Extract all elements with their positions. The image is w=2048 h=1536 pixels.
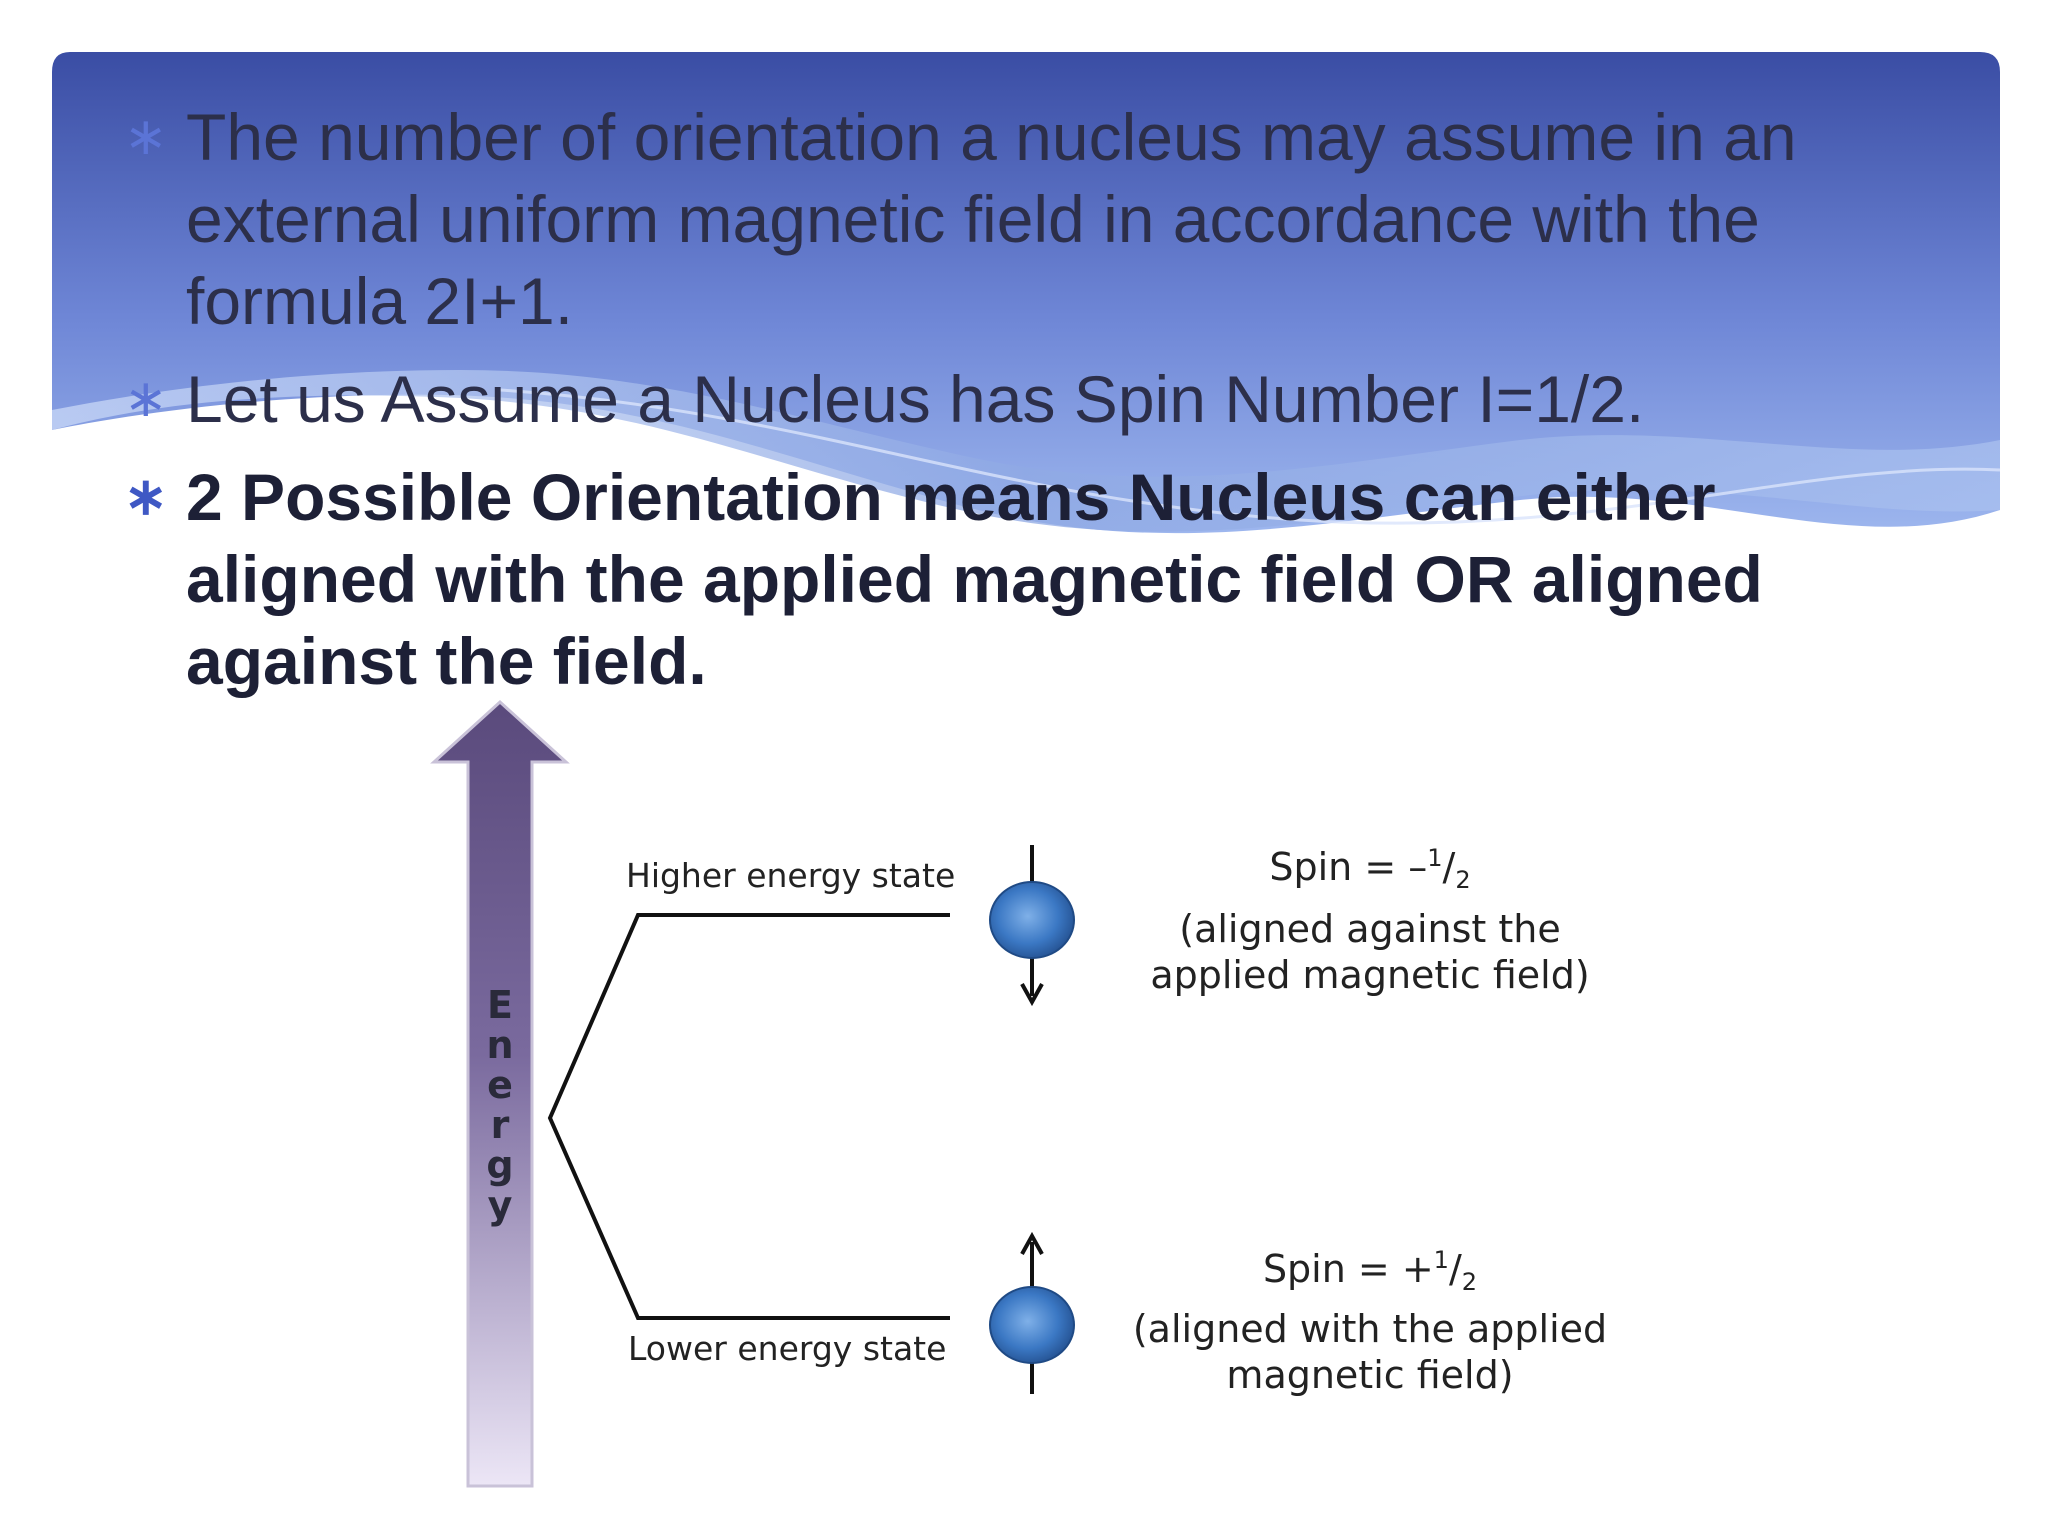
bullet-star-icon: ∗	[124, 468, 168, 526]
lower-state-description	[1133, 1246, 1607, 1397]
energy-letter: n	[486, 1023, 514, 1067]
lower-spin-value: Spin = $+^1/_2$	[1262, 1246, 1478, 1296]
energy-letter: y	[487, 1183, 513, 1227]
bullet-star-icon: ∗	[124, 370, 168, 428]
higher-spin-value: Spin = $-^1/_2$	[1269, 844, 1471, 894]
higher-state-desc-line1: (aligned against the	[1179, 907, 1561, 951]
higher-state-description	[1150, 844, 1589, 997]
energy-letter: g	[486, 1143, 514, 1187]
nucleus-spin-up	[990, 1236, 1074, 1394]
lower-state-desc-line2: magnetic field)	[1226, 1353, 1514, 1397]
energy-letter: E	[487, 983, 513, 1027]
lower-energy-label: Lower energy state	[628, 1329, 947, 1368]
energy-letter: e	[487, 1063, 513, 1107]
bullet-star-icon: ∗	[124, 108, 168, 166]
energy-letter: r	[490, 1103, 510, 1147]
energy-axis-label	[486, 983, 513, 1227]
bullet-text: 2 Possible Orientation means Nucleus can either aligned with the applied magnetic field OR aligned against the field.	[186, 460, 1763, 698]
lower-state-desc-line1: (aligned with the applied	[1132, 1307, 1608, 1351]
bullet-text: Let us Assume a Nucleus has Spin Number I=1/2.	[186, 362, 1645, 436]
energy-split-lines	[550, 915, 950, 1318]
bullet-text: The number of orientation a nucleus may assume in an external uniform magnetic field in accordance with the formula 2I+1.	[186, 100, 1797, 338]
nucleus-spin-down	[990, 845, 1074, 1002]
higher-state-desc-line2: applied magnetic field)	[1150, 953, 1590, 997]
higher-energy-label: Higher energy state	[626, 856, 956, 895]
